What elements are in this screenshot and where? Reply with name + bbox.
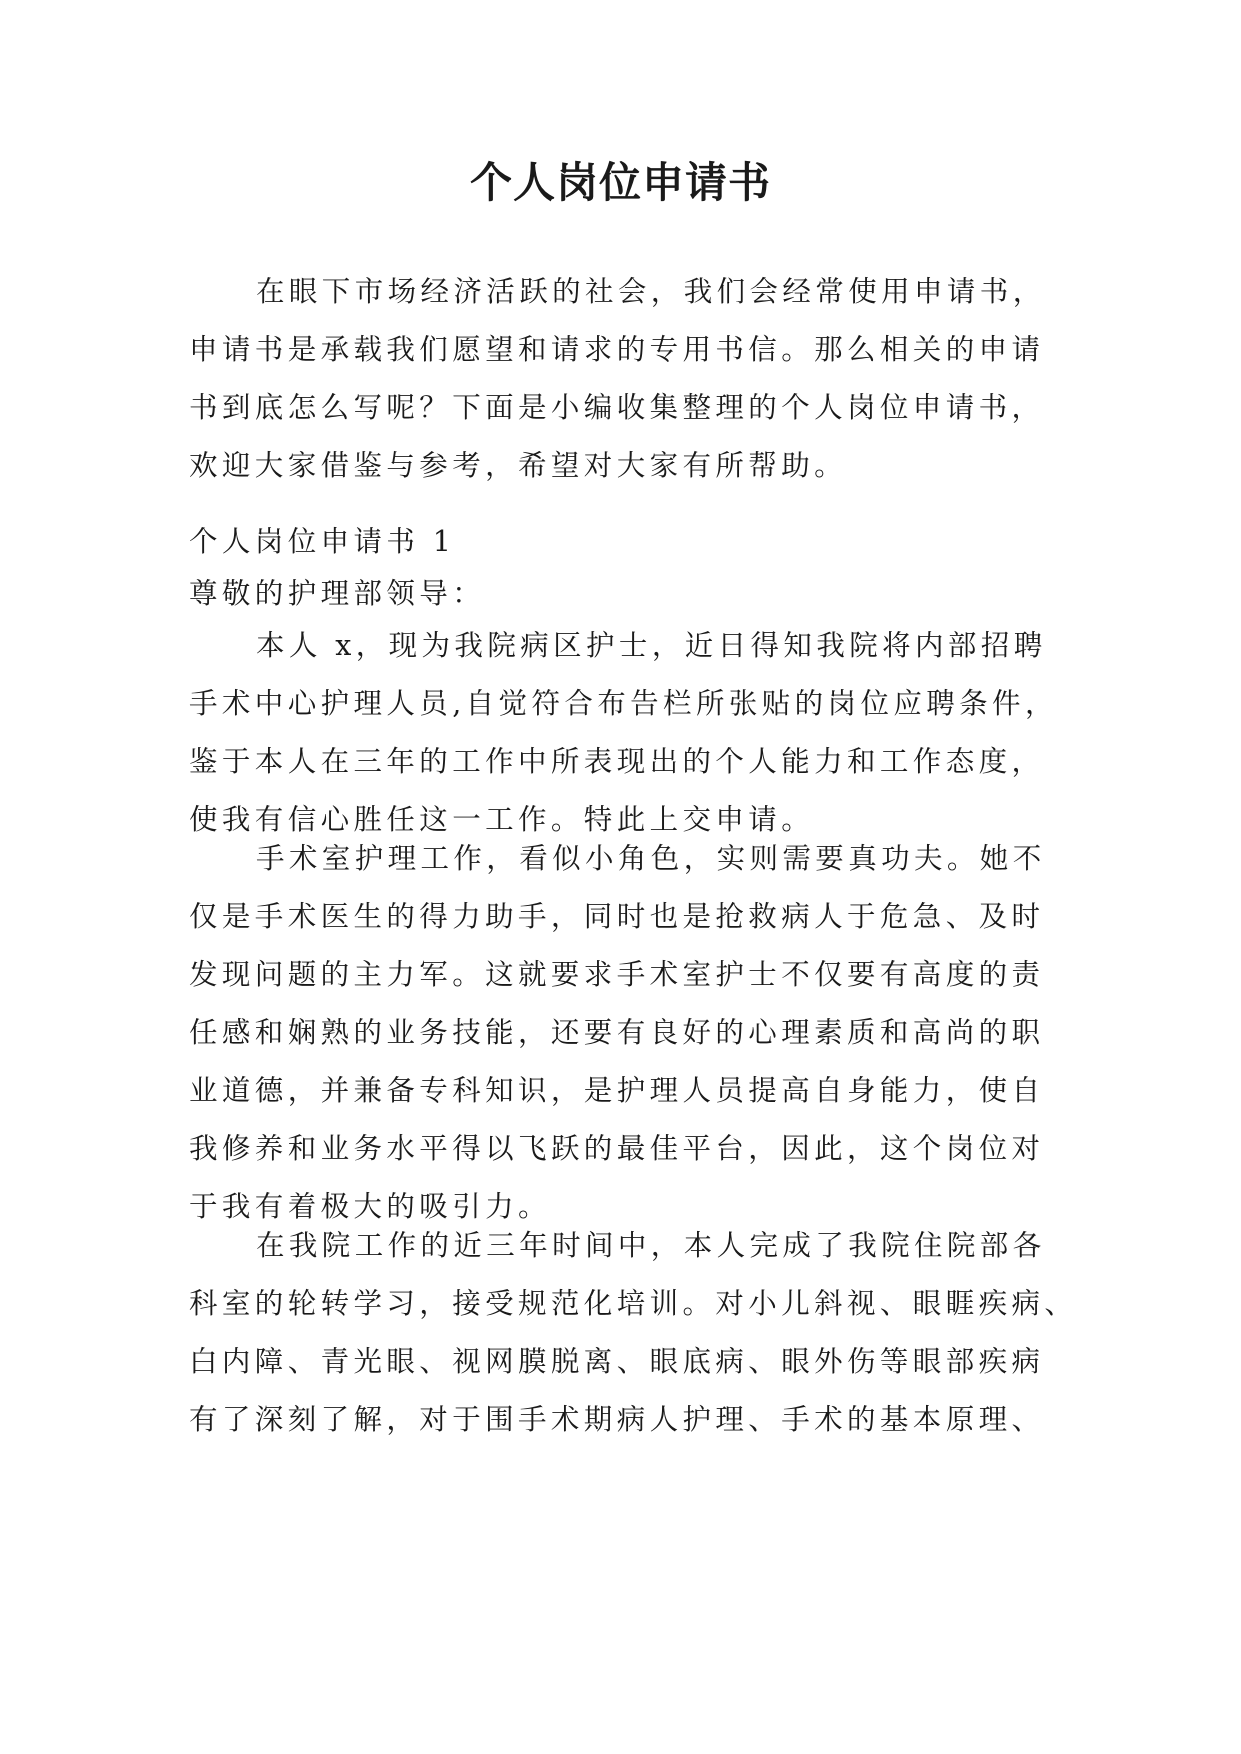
paragraph-line: 仅是手术医生的得力助手，同时也是抢救病人于危急、及时 — [189, 900, 1045, 933]
intro-paragraph — [189, 263, 1055, 495]
paragraph-line: 本人 x，现为我院病区护士，近日得知我院将内部招聘 — [256, 629, 1047, 662]
paragraph-line: 鉴于本人在三年的工作中所表现出的个人能力和工作态度， — [189, 745, 1045, 778]
paragraph-operating-room — [189, 830, 1055, 1236]
intro-line: 在眼下市场经济活跃的社会，我们会经常使用申请书， — [256, 275, 1046, 308]
paragraph-line: 手术室护理工作，看似小角色，实则需要真功夫。她不 — [256, 842, 1046, 875]
paragraph-line: 白内障、青光眼、视网膜脱离、眼底病、眼外伤等眼部疾病 — [189, 1345, 1045, 1378]
paragraph-line: 有了深刻了解，对于围手术期病人护理、手术的基本原理、 — [189, 1403, 1045, 1436]
intro-line: 书到底怎么写呢？下面是小编收集整理的个人岗位申请书， — [189, 391, 1045, 424]
paragraph-line: 手术中心护理人员,自觉符合布告栏所张贴的岗位应聘条件， — [189, 687, 1058, 720]
document-title: 个人岗位申请书 — [469, 158, 771, 207]
paragraph-line: 业道德，并兼备专科知识，是护理人员提高自身能力，使自 — [189, 1074, 1045, 1107]
paragraph-line: 在我院工作的近三年时间中，本人完成了我院住院部各 — [256, 1229, 1046, 1262]
intro-line: 申请书是承载我们愿望和请求的专用书信。那么相关的申请 — [189, 333, 1045, 366]
salutation: 尊敬的护理部领导： — [189, 577, 486, 610]
intro-line: 欢迎大家借鉴与参考，希望对大家有所帮助。 — [189, 449, 848, 482]
paragraph-line: 使我有信心胜任这一工作。特此上交申请。 — [189, 803, 815, 836]
paragraph-line: 我修养和业务水平得以飞跃的最佳平台，因此，这个岗位对 — [189, 1132, 1045, 1165]
paragraph-line: 科室的轮转学习，接受规范化培训。对小儿斜视、眼睚疾病、 — [189, 1287, 1078, 1320]
paragraph-application — [189, 617, 1058, 849]
paragraph-line: 任感和娴熟的业务技能，还要有良好的心理素质和高尚的职 — [189, 1016, 1045, 1049]
paragraph-line: 于我有着极大的吸引力。 — [189, 1190, 551, 1223]
paragraph-experience — [189, 1217, 1078, 1449]
section-heading: 个人岗位申请书 1 — [189, 525, 456, 558]
paragraph-line: 发现问题的主力军。这就要求手术室护士不仅要有高度的责 — [189, 958, 1045, 991]
